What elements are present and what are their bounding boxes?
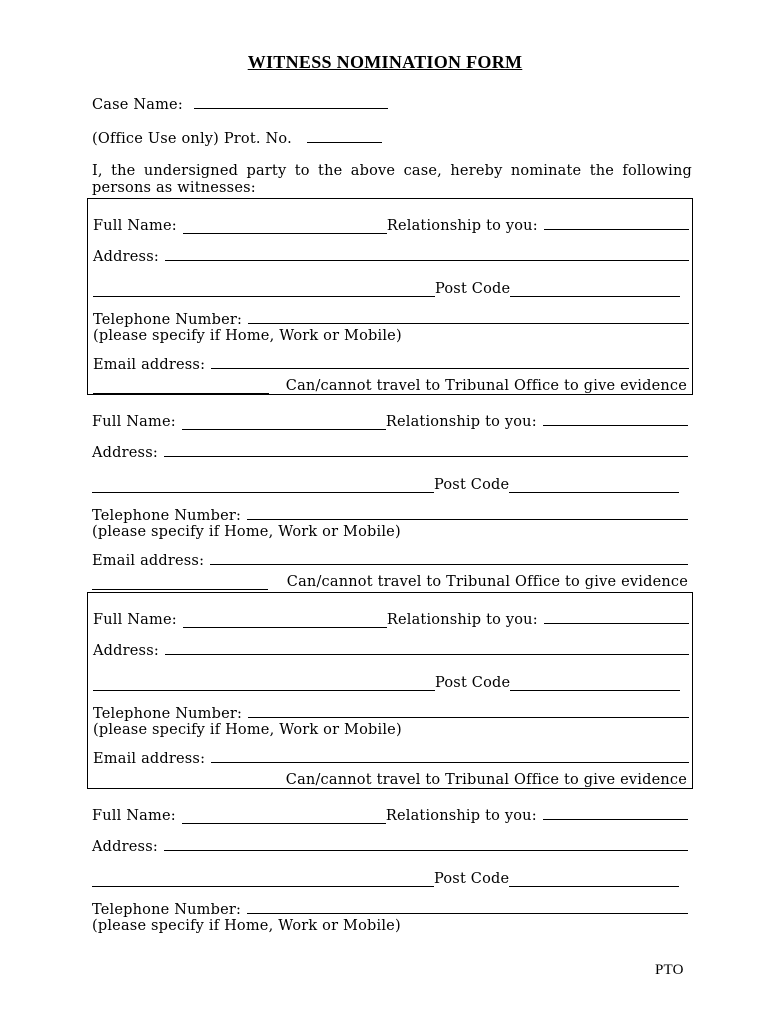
- address-field[interactable]: [164, 455, 688, 457]
- post-code-field[interactable]: [510, 678, 680, 691]
- telephone-field[interactable]: [248, 716, 689, 718]
- telephone-label: Telephone Number:: [92, 508, 242, 524]
- relationship-field[interactable]: [544, 228, 689, 230]
- post-code-field[interactable]: [509, 480, 679, 493]
- intro-text: I, the undersigned party to the above case, hereby nominate the following persons as witnesses:: [92, 163, 692, 196]
- telephone-row: [92, 506, 688, 524]
- address-field[interactable]: [165, 653, 689, 655]
- witness-block-3: [87, 592, 693, 789]
- address-label: Address:: [92, 445, 158, 461]
- telephone-field[interactable]: [247, 912, 688, 914]
- relationship-field[interactable]: [543, 818, 688, 820]
- address-row: [92, 443, 688, 461]
- email-field[interactable]: [210, 563, 688, 565]
- full-name-row: [93, 216, 689, 234]
- post-code-label: Post Code: [435, 675, 511, 691]
- full-name-label: Full Name:: [92, 808, 176, 824]
- address-row: [93, 247, 689, 265]
- address-field[interactable]: [164, 849, 688, 851]
- form-title: WITNESS NOMINATION FORM: [247, 52, 523, 72]
- full-name-field[interactable]: [182, 417, 386, 430]
- telephone-note: (please specify if Home, Work or Mobile): [93, 722, 402, 738]
- witness-block-4: [87, 789, 693, 939]
- email-label: Email address:: [93, 751, 206, 767]
- travel-line: [92, 589, 268, 590]
- post-code-field[interactable]: [509, 874, 679, 887]
- email-label: Email address:: [93, 357, 206, 373]
- full-name-field[interactable]: [182, 811, 386, 824]
- prot-no-row: [92, 130, 382, 147]
- case-name-label: Case Name:: [92, 97, 183, 113]
- post-code-field[interactable]: [510, 284, 680, 297]
- full-name-label: Full Name:: [93, 218, 177, 234]
- full-name-label: Full Name:: [93, 612, 177, 628]
- address-label: Address:: [93, 643, 159, 659]
- address-line-2-field[interactable]: [92, 480, 434, 493]
- full-name-row: [92, 806, 688, 824]
- email-row: [93, 355, 689, 373]
- address-line-2-field[interactable]: [93, 284, 435, 297]
- full-name-row: [92, 412, 688, 430]
- telephone-field[interactable]: [247, 518, 688, 520]
- telephone-field[interactable]: [248, 322, 689, 324]
- address-row: [93, 641, 689, 659]
- address-field[interactable]: [165, 259, 689, 261]
- address-label: Address:: [92, 839, 158, 855]
- travel-statement: Can/cannot travel to Tribunal Office to give evidence: [285, 378, 687, 394]
- post-code-row: [92, 475, 688, 493]
- case-name-field[interactable]: [194, 96, 388, 109]
- post-code-row: [93, 279, 689, 297]
- post-code-row: [93, 673, 689, 691]
- telephone-note: (please specify if Home, Work or Mobile): [92, 918, 401, 934]
- full-name-label: Full Name:: [92, 414, 176, 430]
- address-line-2-field[interactable]: [93, 678, 435, 691]
- prot-no-field[interactable]: [307, 130, 382, 143]
- relationship-label: Relationship to you:: [385, 414, 537, 430]
- relationship-label: Relationship to you:: [386, 612, 538, 628]
- post-code-label: Post Code: [435, 281, 511, 297]
- case-name-row: [92, 96, 388, 113]
- email-field[interactable]: [211, 761, 689, 763]
- email-field[interactable]: [211, 367, 689, 369]
- telephone-label: Telephone Number:: [93, 312, 243, 328]
- relationship-label: Relationship to you:: [385, 808, 537, 824]
- travel-statement: Can/cannot travel to Tribunal Office to give evidence: [286, 574, 688, 590]
- relationship-field[interactable]: [544, 622, 689, 624]
- email-row: [93, 749, 689, 767]
- relationship-field[interactable]: [543, 424, 688, 426]
- post-code-label: Post Code: [434, 477, 510, 493]
- address-line-2-field[interactable]: [92, 874, 434, 887]
- full-name-field[interactable]: [183, 615, 387, 628]
- full-name-row: [93, 610, 689, 628]
- email-label: Email address:: [92, 553, 205, 569]
- post-code-label: Post Code: [434, 871, 510, 887]
- prot-no-label: (Office Use only) Prot. No.: [92, 131, 292, 147]
- witness-block-2: [87, 395, 693, 592]
- travel-statement: Can/cannot travel to Tribunal Office to give evidence: [285, 772, 687, 788]
- travel-line: [93, 393, 269, 394]
- telephone-note: (please specify if Home, Work or Mobile): [92, 524, 401, 540]
- full-name-field[interactable]: [183, 221, 387, 234]
- telephone-label: Telephone Number:: [92, 902, 242, 918]
- post-code-row: [92, 869, 688, 887]
- address-row: [92, 837, 688, 855]
- telephone-row: [93, 704, 689, 722]
- email-row: [92, 551, 688, 569]
- telephone-row: [93, 310, 689, 328]
- telephone-row: [92, 900, 688, 918]
- address-label: Address:: [93, 249, 159, 265]
- witness-block-1: [87, 198, 693, 395]
- telephone-label: Telephone Number:: [93, 706, 243, 722]
- pto-label: PTO: [655, 962, 684, 978]
- telephone-note: (please specify if Home, Work or Mobile): [93, 328, 402, 344]
- relationship-label: Relationship to you:: [386, 218, 538, 234]
